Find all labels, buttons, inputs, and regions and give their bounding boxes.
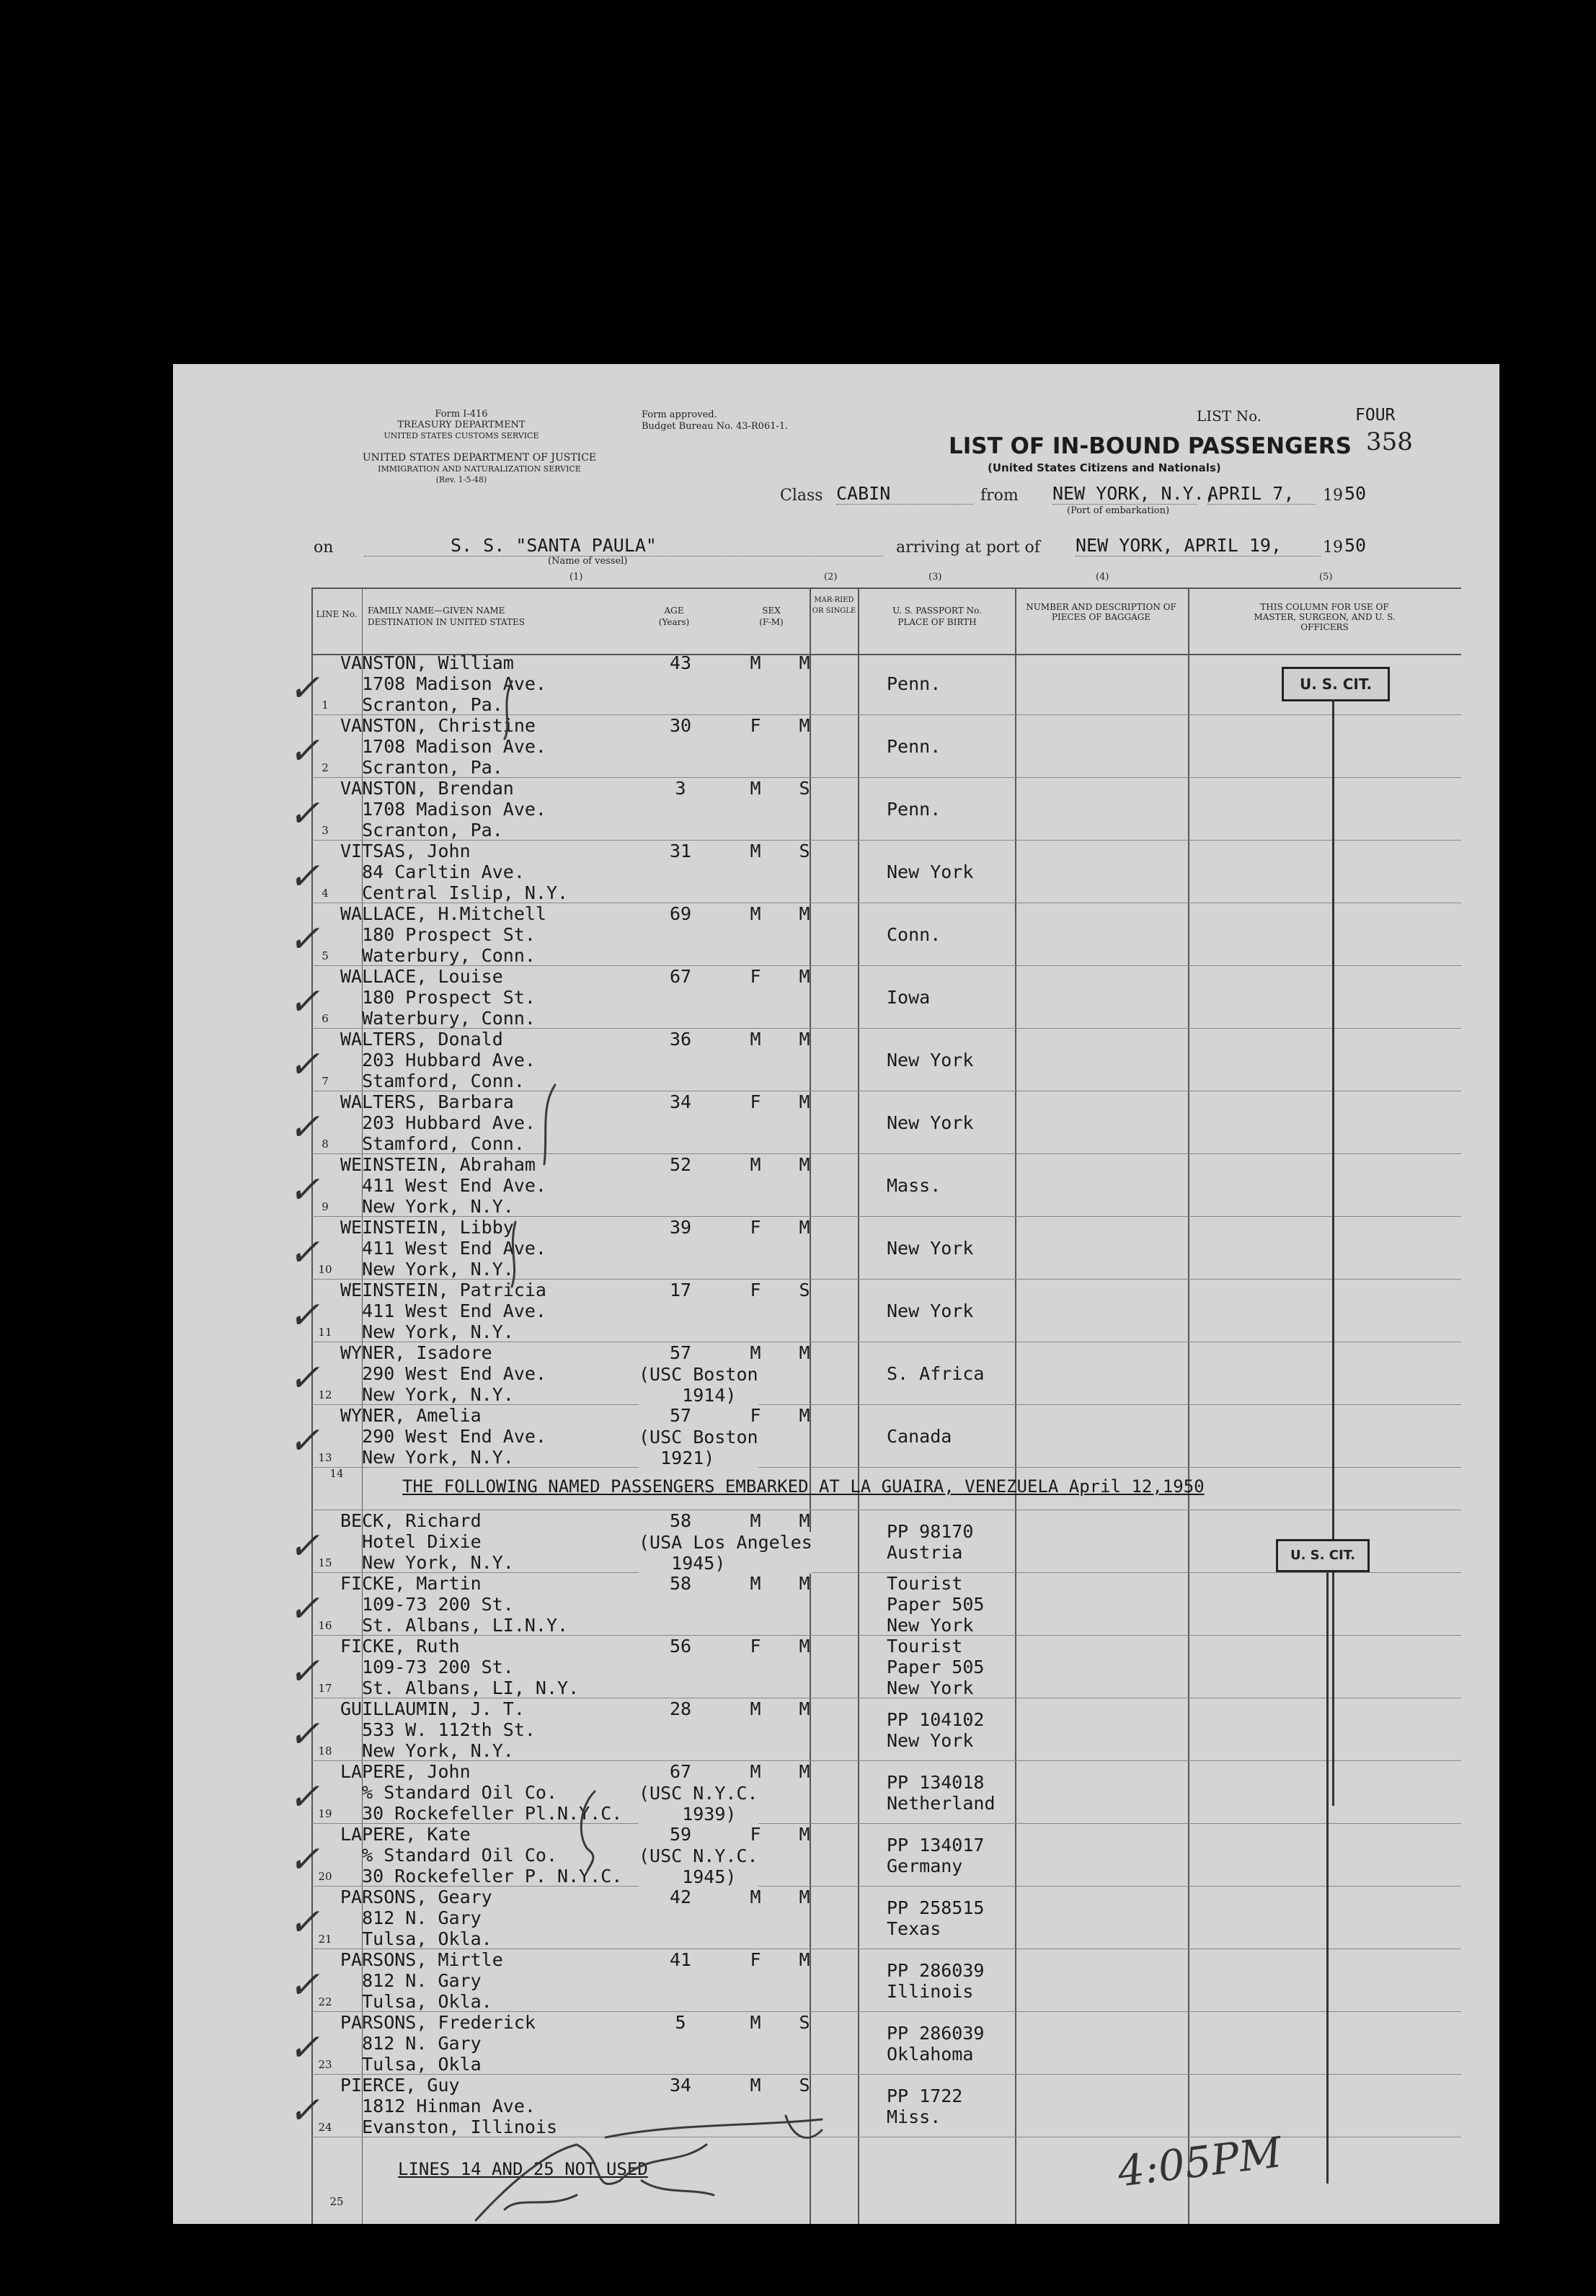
- checkmark-icon: ✓: [288, 792, 320, 835]
- page-title: LIST OF IN-BOUND PASSENGERS: [949, 433, 1352, 459]
- passenger-name: WEINSTEIN, Abraham: [340, 1154, 536, 1175]
- passenger-address-line: 30 Rockefeller P. N.Y.C.: [340, 1866, 623, 1887]
- passenger-sex: F: [750, 1405, 761, 1426]
- passenger-address-line: Hotel Dixie: [340, 1531, 482, 1552]
- section-line-number: 14: [329, 1467, 344, 1480]
- passenger-age: 67: [669, 1761, 692, 1782]
- header-officers: THIS COLUMN FOR USE OF MASTER, SURGEON, AND U. S. OFFICERS: [1254, 602, 1396, 632]
- passport-line: PP 98170: [887, 1521, 974, 1542]
- passenger-age: 3: [675, 778, 686, 799]
- header-birthplace: PLACE OF BIRTH: [897, 617, 977, 627]
- line-number: 15: [318, 1556, 332, 1569]
- passenger-sex: M: [750, 1698, 761, 1719]
- vessel-name: S. S. "SANTA PAULA": [364, 535, 883, 557]
- passenger-address-line: 1708 Madison Ave.: [340, 736, 546, 757]
- passport-line: Canada: [887, 1426, 952, 1447]
- passenger-sex: M: [750, 2012, 761, 2033]
- arriving-label: arriving at port of: [896, 538, 1040, 557]
- passport-line: Illinois: [887, 1981, 974, 2002]
- passenger-name: FICKE, Martin: [340, 1573, 482, 1594]
- passenger-address-line: St. Albans, LI, N.Y.: [340, 1677, 580, 1698]
- passenger-name: PIERCE, Guy: [340, 2075, 460, 2096]
- handwritten-time: 4:05PM: [1114, 2127, 1285, 2197]
- passenger-name: VANSTON, Christine: [340, 715, 536, 736]
- passenger-sex: M: [750, 652, 761, 673]
- line-number: 7: [322, 1075, 329, 1088]
- passport-line: PP 104102: [887, 1709, 985, 1730]
- passenger-marital-status: M: [799, 903, 810, 924]
- passenger-sex: M: [750, 1573, 761, 1594]
- passport-line: Tourist: [887, 1573, 963, 1594]
- passenger-marital-status: M: [799, 1698, 810, 1719]
- vessel-label: (Name of vessel): [548, 556, 628, 567]
- page-number: 358: [1366, 427, 1413, 456]
- form-approved: Form approved.: [642, 409, 717, 420]
- passport-line: New York: [887, 1615, 974, 1636]
- passenger-sex: F: [750, 1280, 761, 1300]
- passenger-name: VITSAS, John: [340, 841, 471, 861]
- passenger-marital-status: M: [799, 1342, 810, 1363]
- line-number: 3: [322, 824, 329, 837]
- citizenship-note-line: 1945): [639, 1866, 737, 1887]
- passenger-sex: M: [750, 903, 761, 924]
- passenger-marital-status: M: [799, 715, 810, 736]
- line-number: 17: [318, 1682, 332, 1695]
- passenger-age: 34: [669, 1091, 692, 1112]
- passenger-address-line: 1812 Hinman Ave.: [340, 2096, 536, 2117]
- passport-line: New York: [887, 1112, 974, 1133]
- passenger-name: WYNER, Isadore: [340, 1342, 492, 1363]
- checkmark-icon: ✓: [288, 1106, 320, 1149]
- checkmark-icon: ✓: [288, 1713, 320, 1756]
- checkmark-icon: ✓: [288, 980, 320, 1024]
- checkmark-icon: ✓: [288, 1231, 320, 1275]
- passenger-address-line: Scranton, Pa.: [340, 757, 503, 778]
- passenger-name: WALTERS, Barbara: [340, 1091, 514, 1112]
- passport-line: PP 134018: [887, 1772, 985, 1793]
- header-age-sub: (Years): [658, 617, 690, 627]
- line-number: 23: [318, 2058, 332, 2071]
- checkmark-icon: ✓: [288, 2026, 320, 2070]
- from-port: NEW YORK, N.Y.,: [1052, 483, 1215, 504]
- col-number-1: (1): [569, 572, 583, 582]
- passenger-address-line: Stamford, Conn.: [340, 1071, 525, 1091]
- passenger-address-line: 109-73 200 St.: [340, 1657, 514, 1677]
- passenger-name: LAPERE, Kate: [340, 1824, 471, 1845]
- passport-line: Paper 505: [887, 1594, 985, 1615]
- header-name: FAMILY NAME—GIVEN NAME: [368, 606, 505, 616]
- passport-line: Penn.: [887, 673, 941, 694]
- passenger-age: 30: [669, 715, 692, 736]
- passenger-sex: F: [750, 1091, 761, 1112]
- passenger-age: 34: [669, 2075, 692, 2096]
- col-number-3: (3): [928, 572, 942, 582]
- list-no-label: LIST No.: [1197, 407, 1262, 425]
- passport-line: PP 258515: [887, 1897, 985, 1918]
- passport-line: Penn.: [887, 736, 941, 757]
- passenger-address-line: New York, N.Y.: [340, 1384, 514, 1405]
- passport-line: PP 1722: [887, 2086, 963, 2106]
- passenger-name: PARSONS, Geary: [340, 1887, 492, 1907]
- passenger-marital-status: M: [799, 1510, 810, 1531]
- us-citizen-stamp: U. S. CIT.: [1276, 1539, 1370, 1572]
- line-number: 19: [318, 1807, 332, 1820]
- line-number: 21: [318, 1933, 332, 1946]
- passenger-address-line: Tulsa, Okla: [340, 2054, 482, 2075]
- passenger-age: 43: [669, 652, 692, 673]
- passenger-sex: M: [750, 1342, 761, 1363]
- checkmark-icon: ✓: [288, 1294, 320, 1337]
- passenger-marital-status: M: [799, 966, 810, 987]
- passenger-sex: M: [750, 841, 761, 861]
- passenger-name: VANSTON, Brendan: [340, 778, 514, 799]
- passenger-name: WALLACE, H.Mitchell: [340, 903, 546, 924]
- passenger-address-line: Tulsa, Okla.: [340, 1928, 492, 1949]
- passenger-name: PARSONS, Mirtle: [340, 1949, 503, 1970]
- passport-line: Germany: [887, 1856, 963, 1876]
- passenger-age: 17: [669, 1280, 692, 1300]
- section-note: THE FOLLOWING NAMED PASSENGERS EMBARKED AT LA GUAIRA, VENEZUELA April 12,1950: [402, 1476, 1205, 1497]
- passport-line: Iowa: [887, 987, 931, 1008]
- passport-line: Austria: [887, 1542, 963, 1563]
- passenger-address-line: 203 Hubbard Ave.: [340, 1050, 536, 1071]
- list-no-value: FOUR: [1355, 406, 1396, 425]
- line-number: 6: [322, 1012, 329, 1025]
- passenger-address-line: Scranton, Pa.: [340, 694, 503, 715]
- line-number: 12: [318, 1388, 332, 1401]
- citizenship-note-line: 1945): [639, 1553, 726, 1574]
- passenger-address-line: New York, N.Y.: [340, 1321, 514, 1342]
- passenger-marital-status: M: [799, 1091, 810, 1112]
- passenger-marital-status: M: [799, 1154, 810, 1175]
- passenger-marital-status: M: [799, 1217, 810, 1238]
- checkmark-icon: ✓: [288, 667, 320, 710]
- passenger-address-line: % Standard Oil Co.: [340, 1845, 558, 1866]
- form-number: Form I-416: [435, 409, 488, 420]
- passenger-address-line: 180 Prospect St.: [340, 924, 536, 945]
- checkmark-icon: ✓: [288, 1587, 320, 1631]
- line-number: 10: [318, 1263, 332, 1276]
- passenger-age: 67: [669, 966, 692, 987]
- passenger-marital-status: M: [799, 1824, 810, 1845]
- passenger-age: 28: [669, 1698, 692, 1719]
- passenger-marital-status: S: [799, 841, 810, 861]
- class-value: CABIN: [836, 483, 973, 505]
- passenger-marital-status: M: [799, 1573, 810, 1594]
- checkmark-icon: ✓: [288, 1901, 320, 1944]
- treasury-dept: TREASURY DEPARTMENT: [397, 420, 526, 430]
- passenger-name: PARSONS, Frederick: [340, 2012, 536, 2033]
- us-citizen-stamp: U. S. CIT.: [1282, 667, 1390, 701]
- passenger-address-line: 812 N. Gary: [340, 2033, 482, 2054]
- passport-line: Paper 505: [887, 1657, 985, 1677]
- on-label: on: [314, 538, 334, 557]
- passenger-age: 57: [669, 1405, 692, 1426]
- passport-line: Conn.: [887, 924, 941, 945]
- passenger-age: 36: [669, 1029, 692, 1050]
- line-number: 18: [318, 1745, 332, 1758]
- passenger-age: 52: [669, 1154, 692, 1175]
- passenger-address-line: New York, N.Y.: [340, 1447, 514, 1468]
- passenger-name: WEINSTEIN, Libby: [340, 1217, 514, 1238]
- passenger-marital-status: S: [799, 1280, 810, 1300]
- passenger-marital-status: S: [799, 778, 810, 799]
- passenger-sex: F: [750, 1636, 761, 1657]
- passport-line: PP 286039: [887, 1960, 985, 1981]
- header-sex: SEX: [762, 606, 781, 616]
- passenger-age: 56: [669, 1636, 692, 1657]
- passport-line: New York: [887, 1677, 974, 1698]
- passenger-age: 41: [669, 1949, 692, 1970]
- passenger-address-line: 1708 Madison Ave.: [340, 673, 546, 694]
- checkmark-icon: ✓: [288, 1964, 320, 2007]
- passenger-address-line: Central Islip, N.Y.: [340, 882, 569, 903]
- passenger-sex: M: [750, 1761, 761, 1782]
- passport-line: PP 286039: [887, 2023, 985, 2044]
- passenger-marital-status: M: [799, 1887, 810, 1907]
- checkmark-icon: ✓: [288, 2089, 320, 2132]
- col-number-2: (2): [824, 572, 838, 582]
- citizenship-note-line: 1939): [639, 1804, 737, 1825]
- passenger-name: FICKE, Ruth: [340, 1636, 460, 1657]
- header-passport: U. S. PASSPORT No.: [892, 606, 982, 616]
- passenger-name: WYNER, Amelia: [340, 1405, 482, 1426]
- passenger-address-line: 290 West End Ave.: [340, 1426, 546, 1447]
- passenger-address-line: 533 W. 112th St.: [340, 1719, 536, 1740]
- passenger-address-line: 109-73 200 St.: [340, 1594, 514, 1615]
- citizenship-note-line: (USC Boston: [639, 1364, 758, 1385]
- checkmark-icon: ✓: [288, 1776, 320, 1819]
- line-number: 13: [318, 1451, 332, 1464]
- passenger-marital-status: S: [799, 2012, 810, 2033]
- line-number: 16: [318, 1619, 332, 1632]
- from-label: from: [980, 487, 1019, 505]
- passenger-address-line: 812 N. Gary: [340, 1907, 482, 1928]
- budget-bureau: Budget Bureau No. 43-R061-1.: [642, 421, 789, 432]
- passenger-age: 58: [669, 1510, 692, 1531]
- passport-line: Mass.: [887, 1175, 941, 1196]
- year-prefix: 19: [1323, 487, 1343, 505]
- passenger-sex: F: [750, 715, 761, 736]
- passenger-marital-status: M: [799, 1949, 810, 1970]
- line-number: 11: [318, 1326, 332, 1339]
- passenger-address-line: 411 West End Ave.: [340, 1238, 546, 1259]
- header-destination: DESTINATION IN UNITED STATES: [368, 617, 525, 627]
- passenger-address-line: New York, N.Y.: [340, 1740, 514, 1761]
- passenger-age: 57: [669, 1342, 692, 1363]
- from-year: 50: [1344, 483, 1367, 504]
- header-baggage: NUMBER AND DESCRIPTION OF PIECES OF BAGGAGE: [1026, 602, 1176, 622]
- checkmark-icon: ✓: [288, 1043, 320, 1086]
- passport-line: Miss.: [887, 2106, 941, 2127]
- passenger-sex: F: [750, 1824, 761, 1845]
- checkmark-icon: ✓: [288, 918, 320, 961]
- passenger-marital-status: M: [799, 1636, 810, 1657]
- passenger-address-line: % Standard Oil Co.: [340, 1782, 558, 1803]
- line-number: 24: [318, 2121, 332, 2134]
- passenger-address-line: 411 West End Ave.: [340, 1175, 546, 1196]
- passenger-address-line: St. Albans, LI.N.Y.: [340, 1615, 569, 1636]
- line-number: 1: [322, 699, 329, 712]
- passenger-name: WALLACE, Louise: [340, 966, 503, 987]
- passenger-address-line: Waterbury, Conn.: [340, 945, 536, 966]
- passenger-age: 5: [675, 2012, 686, 2033]
- passenger-address-line: Stamford, Conn.: [340, 1133, 525, 1154]
- passenger-address-line: New York, N.Y.: [340, 1259, 514, 1280]
- line-number: 4: [322, 887, 329, 900]
- line-number: 8: [322, 1138, 329, 1151]
- line-number: 22: [318, 1995, 332, 2008]
- passenger-address-line: 290 West End Ave.: [340, 1363, 546, 1384]
- passenger-address-line: Waterbury, Conn.: [340, 1008, 536, 1029]
- passenger-age: 69: [669, 903, 692, 924]
- passenger-sex: F: [750, 966, 761, 987]
- citizenship-note-line: 1914): [639, 1385, 737, 1406]
- passenger-address-line: Scranton, Pa.: [340, 820, 503, 841]
- passenger-name: GUILLAUMIN, J. T.: [340, 1698, 525, 1719]
- citizenship-note-line: (USA Los Angeles: [639, 1532, 812, 1553]
- passport-line: PP 134017: [887, 1835, 985, 1856]
- passenger-marital-status: S: [799, 2075, 810, 2096]
- passenger-sex: M: [750, 1029, 761, 1050]
- passport-line: S. Africa: [887, 1363, 985, 1384]
- col-number-5: (5): [1319, 572, 1333, 582]
- passenger-marital-status: M: [799, 1405, 810, 1426]
- checkmark-icon: ✓: [288, 1650, 320, 1693]
- page-subtitle: (United States Citizens and Nationals): [988, 461, 1221, 474]
- passenger-sex: M: [750, 2075, 761, 2096]
- arrival-port-date: NEW YORK, APRIL 19,: [1076, 535, 1321, 557]
- from-date: APRIL 7,: [1207, 483, 1316, 505]
- passenger-address-line: Tulsa, Okla.: [340, 1991, 492, 2012]
- passenger-sex: M: [750, 778, 761, 799]
- citizenship-note-line: (USC N.Y.C.: [639, 1845, 758, 1866]
- arrival-year: 50: [1344, 535, 1367, 556]
- header-age: AGE: [664, 606, 684, 616]
- checkmark-icon: ✓: [288, 1838, 320, 1881]
- passport-line: New York: [887, 1238, 974, 1259]
- passenger-age: 39: [669, 1217, 692, 1238]
- class-label: Class: [780, 487, 823, 505]
- passenger-address-line: 203 Hubbard Ave.: [340, 1112, 536, 1133]
- immigration-service: IMMIGRATION AND NATURALIZATION SERVICE: [378, 464, 581, 474]
- citizenship-note-line: (USC N.Y.C.: [639, 1783, 758, 1804]
- handwritten-marks: [173, 364, 1499, 2224]
- passenger-address-line: 1708 Madison Ave.: [340, 799, 546, 820]
- citizenship-note-line: (USC Boston: [639, 1427, 758, 1448]
- citizenship-note-line: 1921): [639, 1448, 715, 1468]
- footer-line-number: 25: [329, 2195, 344, 2208]
- passenger-address-line: 30 Rockefeller Pl.N.Y.C.: [340, 1803, 623, 1824]
- checkmark-icon: ✓: [288, 730, 320, 773]
- passport-line: New York: [887, 861, 974, 882]
- passenger-address-line: 812 N. Gary: [340, 1970, 482, 1991]
- checkmark-icon: ✓: [288, 1525, 320, 1568]
- passport-line: Netherland: [887, 1793, 996, 1814]
- header-married: MAR-RIED OR SINGLE: [812, 596, 856, 615]
- passport-line: Oklahoma: [887, 2044, 974, 2065]
- passport-line: Penn.: [887, 799, 941, 820]
- checkmark-icon: ✓: [288, 1419, 320, 1463]
- passenger-address-line: Evanston, Illinois: [340, 2117, 558, 2137]
- passenger-address-line: 84 Carltin Ave.: [340, 861, 525, 882]
- port-embark-label: (Port of embarkation): [1067, 505, 1170, 516]
- manifest-page: [173, 364, 1499, 2224]
- passenger-name: WALTERS, Donald: [340, 1029, 503, 1050]
- line-number: 20: [318, 1870, 332, 1883]
- passenger-marital-status: M: [799, 652, 810, 673]
- passport-line: Texas: [887, 1918, 941, 1939]
- passenger-address-line: New York, N.Y.: [340, 1196, 514, 1217]
- passenger-name: LAPERE, John: [340, 1761, 471, 1782]
- checkmark-icon: ✓: [288, 855, 320, 898]
- passenger-age: 59: [669, 1824, 692, 1845]
- passenger-sex: M: [750, 1510, 761, 1531]
- checkmark-icon: ✓: [288, 1169, 320, 1212]
- passenger-sex: M: [750, 1887, 761, 1907]
- footer-note: LINES 14 AND 25 NOT USED: [398, 2159, 648, 2179]
- passenger-sex: F: [750, 1217, 761, 1238]
- passenger-sex: F: [750, 1949, 761, 1970]
- checkmark-icon: ✓: [288, 1357, 320, 1400]
- passenger-sex: M: [750, 1154, 761, 1175]
- passenger-age: 58: [669, 1573, 692, 1594]
- passenger-age: 31: [669, 841, 692, 861]
- header-line-no: LINE No.: [316, 609, 358, 619]
- passenger-name: VANSTON, William: [340, 652, 514, 673]
- line-number: 5: [322, 949, 329, 962]
- passenger-address-line: 411 West End Ave.: [340, 1300, 546, 1321]
- passenger-age: 42: [669, 1887, 692, 1907]
- header-sex-sub: (F-M): [759, 617, 784, 627]
- passenger-marital-status: M: [799, 1029, 810, 1050]
- passport-line: New York: [887, 1730, 974, 1751]
- passport-line: New York: [887, 1300, 974, 1321]
- passenger-address-line: 180 Prospect St.: [340, 987, 536, 1008]
- passenger-address-line: New York, N.Y.: [340, 1552, 514, 1573]
- line-number: 2: [322, 761, 329, 774]
- line-number: 9: [322, 1200, 329, 1213]
- justice-dept: UNITED STATES DEPARTMENT OF JUSTICE: [362, 452, 597, 464]
- revision: (Rev. 1-5-48): [435, 475, 487, 484]
- passport-line: Tourist: [887, 1636, 963, 1657]
- passenger-marital-status: M: [799, 1761, 810, 1782]
- customs-service: UNITED STATES CUSTOMS SERVICE: [384, 431, 539, 440]
- passport-line: New York: [887, 1050, 974, 1071]
- passenger-name: BECK, Richard: [340, 1510, 482, 1531]
- col-number-4: (4): [1096, 572, 1109, 582]
- passenger-name: WEINSTEIN, Patricia: [340, 1280, 546, 1300]
- year-prefix-2: 19: [1323, 538, 1343, 557]
